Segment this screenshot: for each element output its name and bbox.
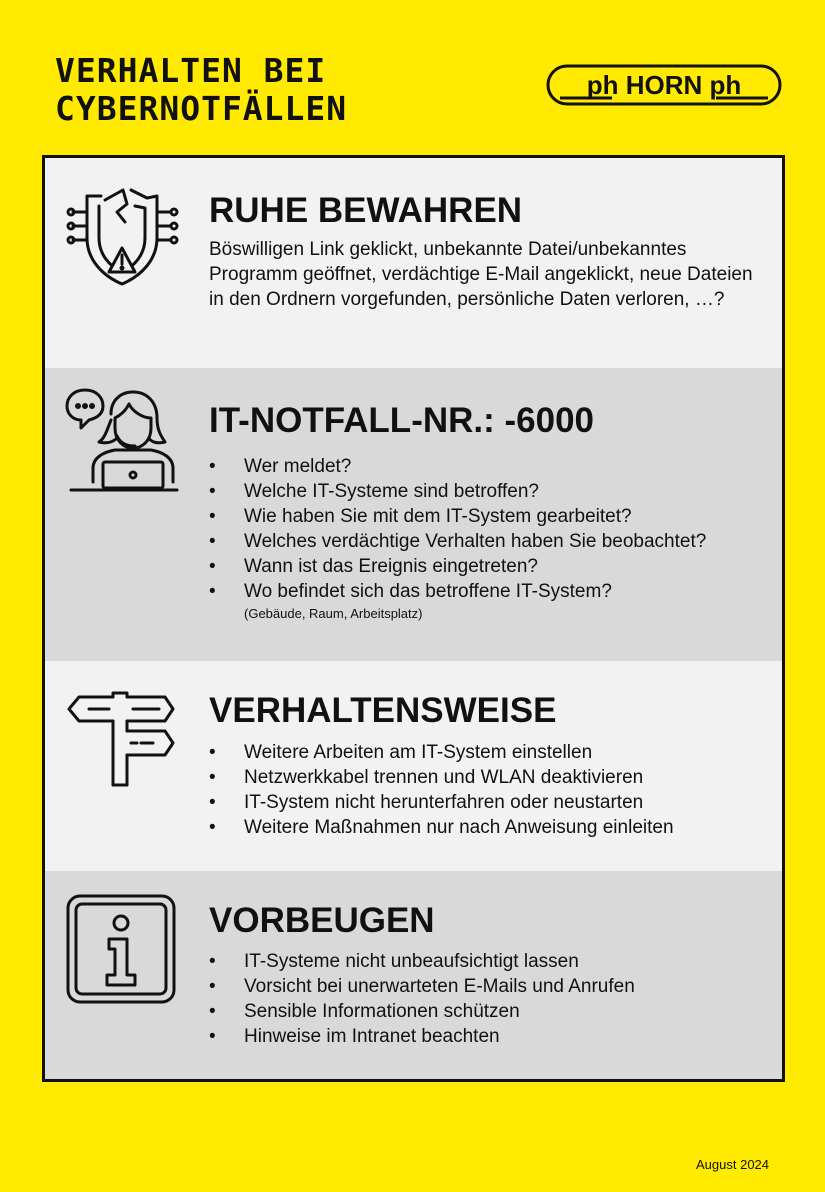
support-agent-headset-icon — [63, 386, 183, 501]
question-list — [209, 454, 706, 622]
section-verhaltensweise — [45, 661, 782, 871]
list-item: • Vorsicht bei unerwarteten E-Mails und Anrufen — [209, 974, 635, 999]
list-item: • Wie haben Sie mit dem IT-System gearbeitet? — [209, 504, 706, 529]
list-item: • Weitere Maßnahmen nur nach Anweisung einleiten — [209, 815, 674, 840]
list-item: • IT-Systeme nicht unbeaufsichtigt lassen — [209, 949, 635, 974]
prevention-list — [209, 949, 635, 1049]
section-text: Böswilligen Link geklickt, unbekannte Datei/unbekanntes Programm geöffnet, verdächtige E-Mail angeklickt, neue Dateien in den Ordnern vorgefunden, persönliche Daten verloren, …? — [209, 239, 753, 310]
section-heading: RUHE BEWAHREN — [209, 191, 523, 230]
list-item — [209, 579, 706, 622]
location-note: (Gebäude, Raum, Arbeitsplatz) — [244, 606, 423, 621]
page-title — [55, 52, 347, 128]
publication-date: August 2024 — [696, 1157, 770, 1172]
title-line-2: CYBERNOTFÄLLEN — [55, 89, 348, 128]
list-item-text: Wo befindet sich das betroffene IT-System? — [244, 581, 612, 602]
list-item: • Wann ist das Ereignis eingetreten? — [209, 554, 706, 579]
logo-text: ph HORN ph — [586, 70, 742, 100]
section-heading: IT-NOTFALL-NR.: -6000 — [209, 401, 595, 440]
info-panel — [42, 155, 785, 1082]
list-item: • Welches verdächtige Verhalten haben Sie beobachtet? — [209, 529, 706, 554]
section-heading: VORBEUGEN — [209, 901, 435, 940]
list-item: • Weitere Arbeiten am IT-System einstellen — [209, 740, 674, 765]
info-icon — [65, 893, 177, 1005]
list-item: • Welche IT-Systeme sind betroffen? — [209, 479, 706, 504]
list-item: • Wer meldet? — [209, 454, 706, 479]
list-item: • Netzwerkkabel trennen und WLAN deaktivieren — [209, 765, 674, 790]
horn-logo — [546, 64, 782, 106]
broken-shield-warning-icon — [65, 182, 180, 292]
section-it-notfall — [45, 368, 782, 661]
list-item: • Hinweise im Intranet beachten — [209, 1024, 635, 1049]
behavior-list — [209, 740, 674, 840]
signpost-directions-icon — [65, 689, 180, 789]
section-ruhe-bewahren — [45, 158, 782, 368]
section-vorbeugen — [45, 871, 782, 1079]
title-line-1: VERHALTEN BEI — [55, 51, 327, 90]
list-item: • IT-System nicht herunterfahren oder neustarten — [209, 790, 674, 815]
list-item: • Sensible Informationen schützen — [209, 999, 635, 1024]
section-heading: VERHALTENSWEISE — [209, 691, 557, 730]
